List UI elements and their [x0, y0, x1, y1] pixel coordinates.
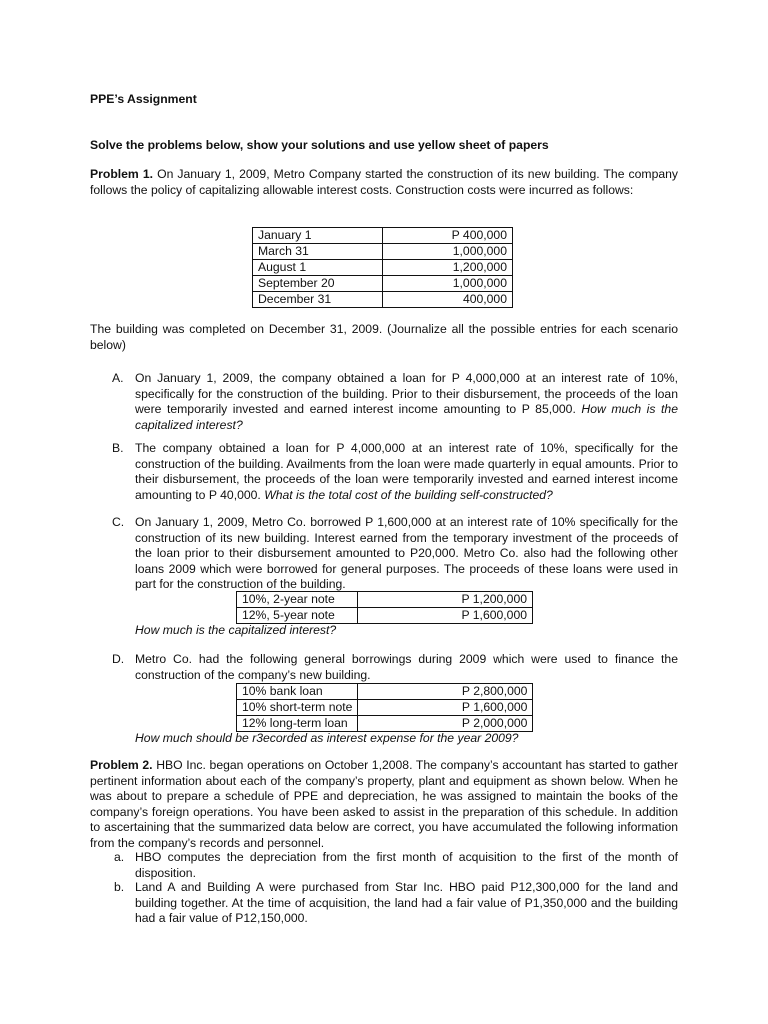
item-text: Land A and Building A were purchased from Star Inc. HBO paid P12,300,000 for the land and building together. At the time of acquisition, the land had a fair value of P1,350,000 and the building had a fair value of P12,150,000. [135, 880, 678, 926]
table-row [253, 260, 513, 276]
loan-name: 10% bank loan [237, 684, 358, 700]
assignment-instructions: Solve the problems below, show your solutions and use yellow sheet of papers [90, 138, 549, 152]
scenario-marker: C. [112, 515, 125, 529]
problem-1-intro-text: On January 1, 2009, Metro Company started the construction of its new building. The company follows the policy of capitalizing allowable interest costs. Construction costs were incurred as follows: [90, 167, 679, 197]
scenario-body: On January 1, 2009, the company obtained a loan for P 4,000,000 at an interest rate of 10%, specifically for the construction of the building. Prior to their disbursement, the proceeds of the loan were temporarily invested and earned interest income amounting to P 85,000. [135, 371, 678, 417]
scenario-b [112, 441, 678, 503]
general-loans-table-c [236, 591, 533, 624]
loan-name: 10%, 2-year note [237, 592, 358, 608]
loan-amount: P 1,600,000 [358, 700, 533, 716]
general-loans-table-d [236, 683, 533, 732]
construction-costs-table [252, 227, 513, 308]
scenario-marker: A. [112, 371, 124, 385]
scenario-marker: B. [112, 441, 124, 455]
cost-amount: 1,000,000 [383, 244, 513, 260]
item-marker: a. [114, 850, 125, 864]
scenario-c-question: How much is the capitalized interest? [135, 623, 337, 637]
scenario-body: Metro Co. had the following general borrowings during 2009 which were used to finance the construction of the company’s new building. [135, 652, 678, 682]
assignment-title: PPE’s Assignment [90, 92, 197, 106]
problem-2-item-a [112, 850, 678, 881]
table-row [253, 276, 513, 292]
loan-amount: P 2,000,000 [358, 716, 533, 732]
scenario-text [135, 371, 678, 433]
cost-amount: 1,000,000 [383, 276, 513, 292]
cost-amount: P 400,000 [383, 228, 513, 244]
table-row [237, 592, 533, 608]
loan-amount: P 2,800,000 [358, 684, 533, 700]
cost-amount: 400,000 [383, 292, 513, 308]
scenario-a [112, 371, 678, 433]
cost-date: August 1 [253, 260, 383, 276]
table-row [253, 244, 513, 260]
cost-date: January 1 [253, 228, 383, 244]
problem-2-intro [90, 758, 678, 852]
problem-2-item-b [112, 880, 678, 927]
table-row [237, 684, 533, 700]
loan-amount: P 1,200,000 [358, 592, 533, 608]
scenario-d [112, 652, 678, 683]
scenario-question: How much is the capitalized interest? [135, 402, 678, 432]
table-row [237, 700, 533, 716]
loan-name: 12%, 5-year note [237, 608, 358, 624]
scenario-c [112, 515, 678, 593]
cost-date: December 31 [253, 292, 383, 308]
table-row [253, 228, 513, 244]
problem-1-label: Problem 1. [90, 167, 154, 181]
scenario-body: On January 1, 2009, Metro Co. borrowed P 1,600,000 at an interest rate of 10% specifically for the construction of its new building. Interest earned from the temporary investment of the proceeds of the loan prior to their disbursement amounted to P20,000. Metro Co. also had the following other loans 2009 which were borrowed for general purposes. The proceeds of these loans were used in part for the construction of the building. [135, 515, 678, 592]
scenario-question: What is the total cost of the building self-constructed? [264, 487, 553, 502]
loan-name: 12% long-term loan [237, 716, 358, 732]
loan-name: 10% short-term note [237, 700, 358, 716]
problem-1-intro [90, 167, 678, 198]
problem-1-completion-note: The building was completed on December 31, 2009. (Journalize all the possible entries for each scenario below) [90, 322, 678, 352]
scenario-text [135, 441, 678, 503]
cost-amount: 1,200,000 [383, 260, 513, 276]
item-marker: b. [114, 880, 125, 894]
item-text: HBO computes the depreciation from the first month of acquisition to the first of the month of disposition. [135, 850, 678, 880]
loan-amount: P 1,600,000 [358, 608, 533, 624]
cost-date: March 31 [253, 244, 383, 260]
scenario-marker: D. [112, 652, 125, 666]
scenario-body: The company obtained a loan for P 4,000,000 at an interest rate of 10%, specifically for the construction of the building. Availments from the loan were made quarterly in equal amounts. Prior to their disbursement, the proceeds of the loan were temporarily invested and earned interest income amounting to P 40,000. [135, 441, 678, 502]
scenario-d-question: How much should be r3ecorded as interest expense for the year 2009? [135, 731, 519, 745]
table-row [237, 608, 533, 624]
problem-2-intro-text: HBO Inc. began operations on October 1,2008. The company’s accountant has started to gather pertinent information about each of the company’s property, plant and equipment as shown below. When he was about to prepare a schedule of PPE and depreciation, he was assigned to maintain the books of the company’s foreign operations. You have been asked to assist in the preparation of this schedule. In addition to ascertaining that the summarized data below are correct, you have accumulated the following information from the company’s records and personnel. [90, 758, 679, 850]
table-row [253, 292, 513, 308]
problem-2-label: Problem 2. [90, 758, 153, 772]
cost-date: September 20 [253, 276, 383, 292]
table-row [237, 716, 533, 732]
